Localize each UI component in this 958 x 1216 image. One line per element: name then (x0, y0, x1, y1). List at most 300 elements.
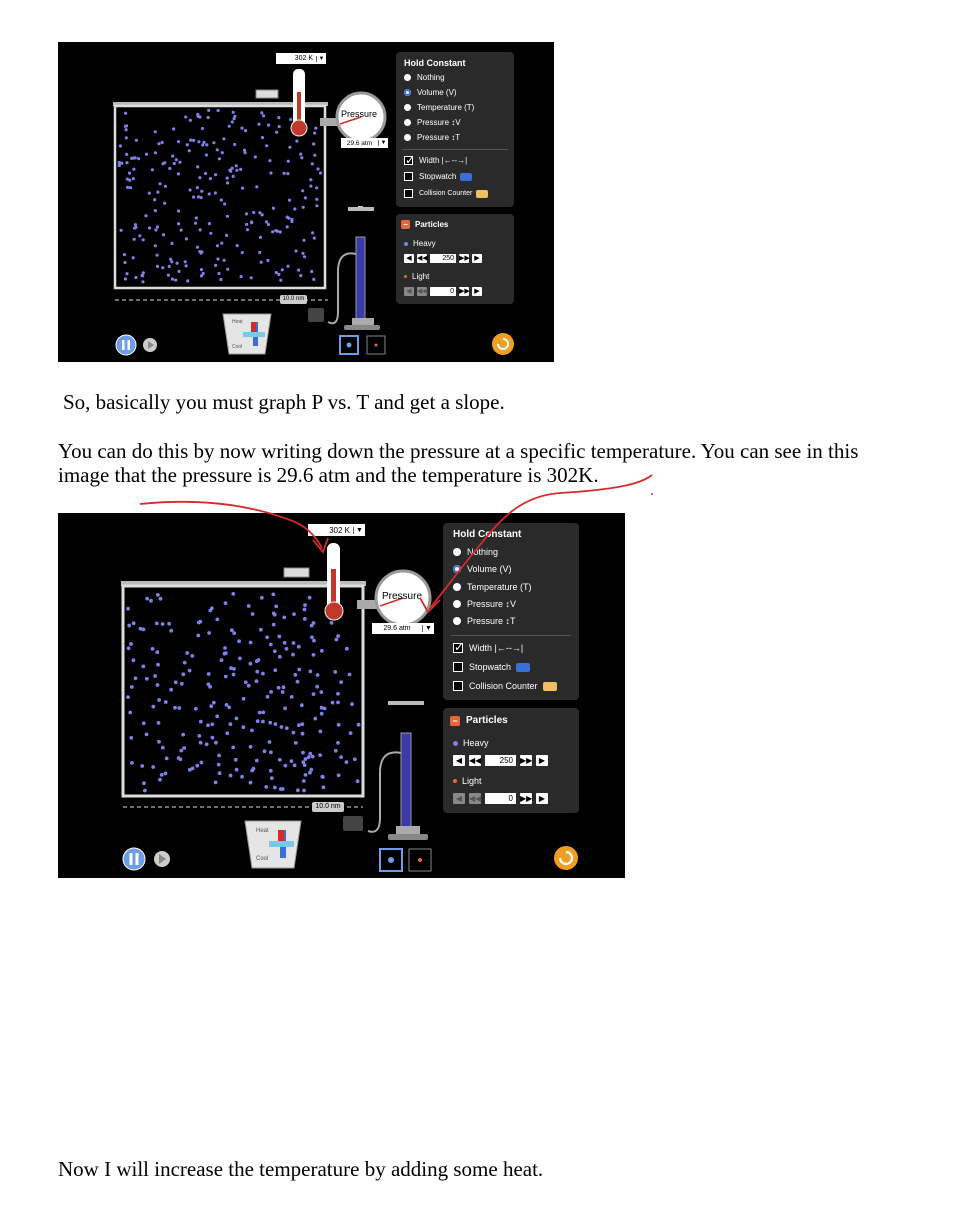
pump-handle[interactable] (388, 701, 424, 705)
option-pressure-v[interactable]: Pressure ↕V (404, 118, 461, 127)
heavy-particle (245, 212, 248, 215)
heavy-particle (348, 673, 352, 677)
heavy-particle (299, 274, 302, 277)
heavy-particle (120, 229, 123, 232)
heavy-particle (188, 149, 191, 152)
heavy-particle (188, 669, 192, 673)
heavy-particle (255, 679, 259, 683)
heavy-particle (246, 228, 249, 231)
dropdown-arrow-icon[interactable]: ▼ (316, 56, 326, 62)
heavy-particle (170, 260, 173, 263)
sim-screenshot-2 (58, 513, 625, 878)
heavy-particle (123, 253, 126, 256)
heavy-particle (178, 161, 181, 164)
option-nothing[interactable]: Nothing (404, 73, 445, 82)
heavy-particle (156, 683, 160, 687)
radio-icon[interactable] (404, 74, 411, 81)
heavy-particle (180, 229, 183, 232)
heavy-particle (251, 612, 255, 616)
heavy-particle (279, 279, 282, 282)
light-count-field[interactable]: 0 (485, 793, 516, 804)
collision-counter-checkbox[interactable]: Collision Counter (453, 681, 557, 691)
heavy-particle (156, 265, 159, 268)
heavy-particle (294, 741, 298, 745)
heavy-particle (197, 140, 200, 143)
heat-slider[interactable] (243, 332, 265, 337)
heavy-particle (229, 774, 233, 778)
stopwatch-checkbox[interactable]: Stopwatch (453, 662, 530, 672)
heavy-particle (215, 618, 219, 622)
heavy-particle (271, 593, 275, 597)
heavy-particle (145, 733, 149, 737)
heavy-particle (196, 634, 200, 638)
light-spinner (453, 793, 548, 804)
heavy-particle (264, 785, 268, 789)
heavy-particle (350, 702, 354, 706)
heavy-particle (132, 256, 135, 259)
heavy-particle (286, 172, 289, 175)
heavy-particle (247, 684, 251, 688)
heavy-particle (134, 156, 137, 159)
heavy-particle (230, 628, 234, 632)
light-count-field[interactable]: 0 (430, 287, 456, 296)
increment-many-icon[interactable]: ▶▶ (459, 255, 470, 262)
pump-base (352, 318, 374, 326)
heavy-particle (269, 750, 273, 754)
decrement-one-icon[interactable]: ◀ (404, 254, 414, 263)
heavy-particle (124, 277, 127, 280)
heavy-particle (334, 749, 338, 753)
lid-handle[interactable] (256, 90, 278, 98)
heavy-particle (185, 651, 189, 655)
heavy-particle (159, 182, 162, 185)
heavy-particle (262, 114, 265, 117)
radio-icon[interactable] (453, 617, 461, 625)
heavy-particle (177, 706, 181, 710)
radio-icon[interactable] (404, 134, 411, 141)
heavy-particle (254, 155, 257, 158)
heavy-particle (282, 685, 286, 689)
option-temperature[interactable]: Temperature (T) (453, 582, 532, 592)
heavy-particle (275, 131, 278, 134)
heavy-particle (169, 688, 173, 692)
heavy-particle (144, 214, 147, 217)
heavy-particle (173, 162, 176, 165)
heavy-particle (132, 177, 135, 180)
heavy-particle (157, 698, 161, 702)
heavy-particle (214, 741, 218, 745)
increment-one-icon[interactable]: ▶ (472, 254, 482, 263)
heavy-particle (313, 717, 317, 721)
option-pressure-v[interactable]: Pressure ↕V (453, 599, 516, 609)
heavy-particle (133, 238, 136, 241)
heavy-particle (312, 692, 316, 696)
heavy-particle (177, 270, 180, 273)
heavy-particle (271, 230, 274, 233)
particles-heavy (118, 109, 323, 284)
heavy-particle (335, 638, 339, 642)
heavy-particle-icon (404, 242, 408, 246)
paragraph-pressure-temp-line1: You can do this by now writing down the pressure at a specific temperature. You can see in this (58, 439, 859, 463)
heavy-particle (336, 634, 340, 638)
heavy-particle (309, 768, 313, 772)
heavy-particle (311, 162, 314, 165)
heavy-particle (269, 690, 273, 694)
heavy-particle (310, 270, 313, 273)
heavy-particle (281, 787, 285, 791)
heavy-particle (299, 153, 302, 156)
heavy-particle (192, 139, 195, 142)
heavy-particle (265, 144, 268, 147)
increment-many-icon[interactable]: ▶▶ (520, 756, 533, 765)
heavy-particle (232, 111, 235, 114)
heavy-particle (215, 715, 219, 719)
pause-button[interactable] (116, 335, 136, 355)
temperature-readout[interactable]: 302 K ▼ (276, 53, 326, 64)
heavy-particle (196, 186, 199, 189)
heavy-particle (199, 228, 202, 231)
heavy-particle (357, 723, 361, 727)
heavy-particle (315, 685, 319, 689)
radio-icon[interactable] (453, 583, 461, 591)
heavy-particle (304, 196, 307, 199)
collapse-icon[interactable]: − (450, 716, 460, 726)
heavy-particle (283, 641, 287, 645)
heavy-particle (164, 185, 167, 188)
heavy-particle (195, 764, 199, 768)
option-temperature[interactable]: Temperature (T) (404, 103, 474, 112)
heavy-particle (156, 663, 160, 667)
reset-button[interactable] (554, 846, 578, 870)
heavy-particle (127, 624, 131, 628)
heavy-particle (184, 115, 187, 118)
heavy-particle (196, 165, 199, 168)
heavy-particle (296, 680, 300, 684)
heavy-particle (275, 271, 278, 274)
heavy-particle (137, 157, 140, 160)
heavy-particle (204, 172, 207, 175)
increment-one-icon[interactable]: ▶ (472, 287, 482, 296)
heavy-particle (278, 758, 282, 762)
pressure-readout[interactable]: 29.6 atm ▼ (341, 138, 388, 148)
heavy-particle (240, 775, 244, 779)
heavy-particle (302, 239, 305, 242)
heavy-particle (209, 704, 213, 708)
heavy-particle (290, 759, 294, 763)
heavy-count-field[interactable]: 250 (430, 254, 456, 263)
heavy-particle (148, 226, 151, 229)
heavy-particle (315, 198, 318, 201)
heavy-particle (205, 742, 209, 746)
heavy-particle (268, 740, 272, 744)
decrement-many-icon[interactable]: ◀◀ (469, 794, 482, 803)
heavy-particle (217, 763, 221, 767)
heavy-particle (160, 773, 164, 777)
heavy-particle (268, 159, 271, 162)
radio-selected-icon[interactable] (404, 89, 411, 96)
heavy-particle (226, 181, 229, 184)
heavy-particle (258, 251, 261, 254)
heavy-particle (167, 274, 170, 277)
pause-button[interactable] (123, 848, 145, 870)
pump-hose (328, 253, 356, 323)
heavy-particle (208, 222, 211, 225)
heavy-particle (312, 142, 315, 145)
heavy-particle (281, 690, 285, 694)
pump-handle[interactable] (348, 207, 374, 211)
annotation-dot (651, 493, 653, 495)
dropdown-arrow-icon[interactable]: ▼ (353, 527, 365, 534)
heavy-particle (210, 722, 214, 726)
cool-label: Cool (256, 856, 269, 862)
heavy-particle (186, 143, 189, 146)
heavy-particle (320, 649, 324, 653)
heavy-particle (336, 701, 340, 705)
heavy-particle (249, 745, 253, 749)
heavy-particle (142, 721, 146, 725)
temperature-readout[interactable]: 302 K ▼ (308, 524, 365, 536)
heavy-particle (238, 657, 242, 661)
heavy-particle (301, 751, 305, 755)
increment-many-icon[interactable]: ▶▶ (459, 288, 470, 295)
heavy-particle (200, 761, 204, 765)
dropdown-arrow-icon[interactable]: ▼ (378, 140, 388, 146)
radio-icon[interactable] (453, 548, 461, 556)
heavy-particle (307, 755, 311, 759)
heavy-particle (260, 596, 264, 600)
heavy-count-field[interactable]: 250 (485, 755, 516, 766)
width-label: 10.0 nm (280, 295, 307, 304)
heavy-particle (171, 155, 174, 158)
heavy-particle (260, 261, 263, 264)
heavy-particle (217, 754, 221, 758)
heavy-particle (148, 192, 151, 195)
heavy-particle (145, 677, 149, 681)
checkbox-icon[interactable] (453, 662, 463, 672)
radio-icon[interactable] (404, 119, 411, 126)
heavy-particle (200, 268, 203, 271)
heavy-particle (129, 186, 132, 189)
light-particle-icon (404, 275, 407, 278)
heavy-particle (184, 260, 187, 263)
heavy-spinner (404, 254, 482, 263)
heavy-particle (172, 127, 175, 130)
heavy-particle (211, 736, 215, 740)
heavy-particle (130, 685, 134, 689)
checkbox-icon[interactable] (453, 681, 463, 691)
heavy-particle (292, 731, 296, 735)
heavy-particle (231, 167, 234, 170)
heavy-particle (205, 143, 208, 146)
width-checkbox[interactable]: ✓ Width |←--→| (453, 643, 523, 653)
heavy-particle (273, 613, 277, 617)
heavy-particle (280, 725, 284, 729)
pressure-readout[interactable]: 29.6 atm ▼ (372, 623, 434, 634)
heavy-particle (124, 112, 127, 115)
heavy-particle (273, 668, 277, 672)
heavy-particle (345, 760, 349, 764)
heavy-particle (291, 653, 295, 657)
hold-constant-panel (396, 52, 514, 207)
decrement-one-icon[interactable]: ◀ (453, 793, 465, 804)
radio-icon[interactable] (404, 104, 411, 111)
heavy-particle (265, 635, 269, 639)
heavy-particle (339, 755, 343, 759)
heavy-particle (189, 188, 192, 191)
increment-one-icon[interactable]: ▶ (536, 793, 548, 804)
heavy-particle (118, 164, 121, 167)
heavy-particle (124, 125, 127, 128)
heavy-particle (212, 141, 215, 144)
heavy-particle (255, 185, 258, 188)
heavy-particle (207, 116, 210, 119)
heavy-particle (226, 215, 229, 218)
increment-many-icon[interactable]: ▶▶ (520, 794, 533, 803)
heavy-particle (249, 662, 253, 666)
heavy-particle (224, 601, 228, 605)
heavy-particle (266, 695, 270, 699)
heavy-particle (169, 629, 173, 633)
heavy-particle (161, 622, 165, 626)
heavy-particle (198, 620, 202, 624)
heavy-particle (180, 682, 184, 686)
heavy-particle (303, 255, 306, 258)
width-checkbox[interactable]: ✓ Width |←--→| (404, 156, 467, 165)
decrement-many-icon[interactable]: ◀◀ (417, 255, 428, 262)
heavy-particle (255, 659, 259, 663)
heavy-particle (154, 209, 157, 212)
heavy-particle (209, 232, 212, 235)
heavy-particle (223, 202, 226, 205)
heavy-particle (201, 143, 204, 146)
ruler-button[interactable] (308, 308, 324, 322)
decrement-many-icon[interactable]: ◀◀ (469, 756, 482, 765)
heavy-particle (181, 733, 185, 737)
heavy-particle (127, 646, 131, 650)
heavy-particle (316, 673, 320, 677)
radio-icon[interactable] (453, 600, 461, 608)
heavy-particle (272, 623, 276, 627)
heavy-particle (151, 705, 155, 709)
heavy-particle (231, 120, 234, 123)
collision-counter-checkbox[interactable]: Collision Counter (404, 189, 488, 198)
increment-one-icon[interactable]: ▶ (536, 755, 548, 766)
particles-header[interactable]: − Particles (401, 220, 448, 229)
heavy-particle (279, 230, 282, 233)
heavy-particle (345, 647, 349, 651)
heavy-particle (220, 198, 223, 201)
heavy-particle (125, 272, 128, 275)
heavy-particle (130, 761, 134, 765)
heavy-particle (177, 140, 180, 143)
heavy-particle (167, 622, 171, 626)
heavy-particle (237, 639, 241, 643)
heavy-particle (266, 259, 269, 262)
decrement-many-icon[interactable]: ◀◀ (417, 288, 428, 295)
lid-handle[interactable] (284, 568, 309, 577)
option-nothing[interactable]: Nothing (453, 547, 498, 557)
heavy-particle (223, 652, 227, 656)
heavy-particle (200, 190, 203, 193)
heavy-particle (195, 216, 198, 219)
heavy-particle (308, 752, 312, 756)
paragraph-increase-temperature: Now I will increase the temperature by adding some heat. (58, 1157, 544, 1181)
heavy-particle (297, 723, 301, 727)
checkbox-icon[interactable] (404, 189, 413, 198)
heavy-particle (270, 776, 274, 780)
heavy-particle (295, 249, 298, 252)
heat-slider[interactable] (269, 841, 294, 847)
heavy-particle (225, 703, 229, 707)
decrement-one-icon[interactable]: ◀ (453, 755, 465, 766)
heavy-particle (216, 244, 219, 247)
dropdown-arrow-icon[interactable]: ▼ (422, 625, 434, 632)
reset-button[interactable] (492, 333, 514, 355)
heavy-particle (206, 723, 210, 727)
option-volume[interactable]: Volume (V) (404, 88, 457, 97)
cool-label: Cool (232, 344, 243, 350)
heavy-particle (119, 144, 122, 147)
heavy-particle (189, 139, 192, 142)
heavy-particle (249, 781, 253, 785)
radio-selected-icon[interactable] (453, 565, 461, 573)
panel-divider (402, 149, 508, 150)
option-pressure-t[interactable]: Pressure ↕T (404, 133, 460, 142)
decrement-one-icon[interactable]: ◀ (404, 287, 414, 296)
heavy-particle (245, 223, 248, 226)
heavy-particle (250, 276, 253, 279)
ruler-button[interactable] (343, 816, 363, 831)
heavy-particle (339, 680, 343, 684)
heavy-particle (310, 624, 314, 628)
stopwatch-icon (460, 173, 472, 181)
heavy-particle (258, 711, 262, 715)
heavy-particle (190, 654, 194, 658)
heavy-particle (177, 756, 181, 760)
checkbox-checked-icon[interactable] (404, 156, 413, 165)
heavy-particle (161, 266, 164, 269)
heavy-particle (242, 725, 246, 729)
heavy-particle (126, 695, 130, 699)
heavy-particle (289, 118, 292, 121)
heavy-particle (286, 225, 289, 228)
heavy-particle (313, 154, 316, 157)
option-pressure-t[interactable]: Pressure ↕T (453, 616, 516, 626)
checkbox-icon[interactable] (404, 172, 413, 181)
heavy-particle (126, 607, 130, 611)
stopwatch-checkbox[interactable]: Stopwatch (404, 172, 472, 181)
heavy-particle (157, 721, 161, 725)
heavy-particle (337, 723, 341, 727)
option-volume[interactable]: Volume (V) (453, 564, 512, 574)
checkbox-checked-icon[interactable] (453, 643, 463, 653)
collapse-icon[interactable]: − (401, 220, 410, 229)
light-particle-icon (453, 779, 457, 783)
heavy-particle (218, 771, 222, 775)
heavy-particle (320, 775, 324, 779)
heavy-particle (301, 252, 304, 255)
heavy-particle (267, 223, 270, 226)
heavy-particle (235, 717, 239, 721)
heavy-particle (235, 164, 238, 167)
heavy-particle (199, 720, 203, 724)
heavy-particle (216, 257, 219, 260)
heavy-particle (142, 781, 146, 785)
heavy-particle (311, 231, 314, 234)
particles-header[interactable]: − Particles (450, 715, 508, 726)
heavy-particle (320, 712, 324, 716)
heavy-particle (132, 168, 135, 171)
